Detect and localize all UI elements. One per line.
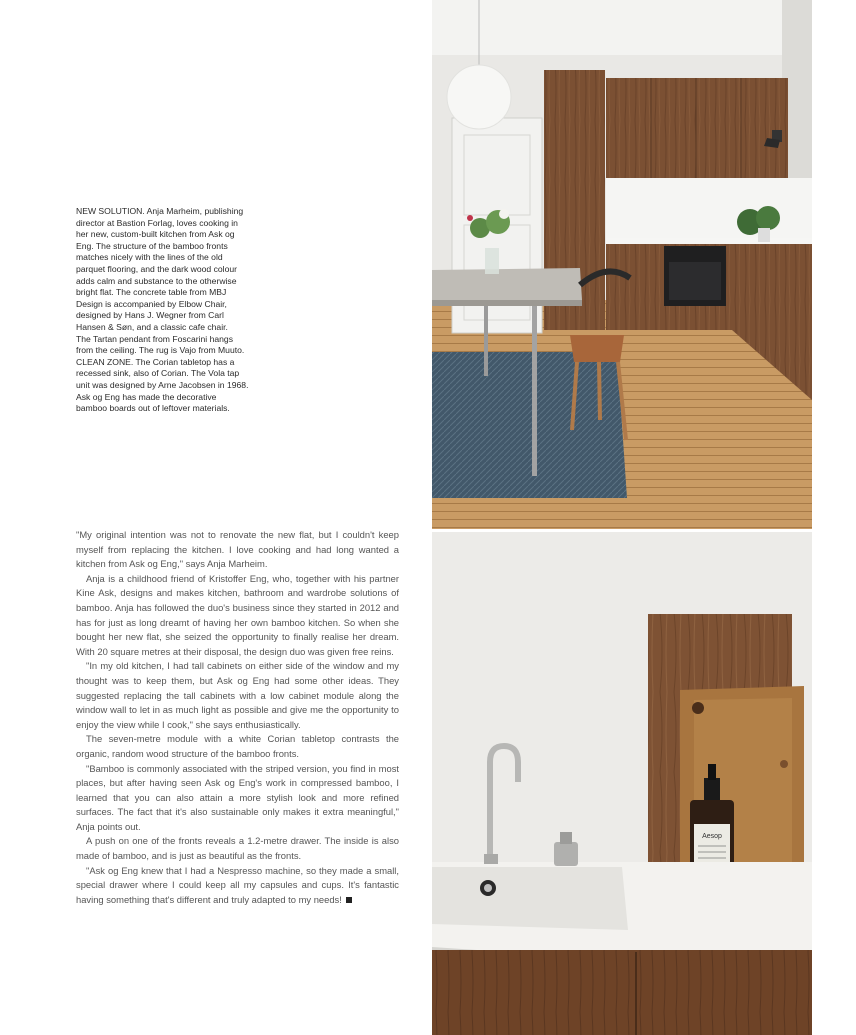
article-paragraph: "In my old kitchen, I had tall cabinets on either side of the window and my thought was to keep them, but Ask og Eng had some other ideas. They suggested replacing the tall cabinets with a low cabinet module along the window wall to let in as much light as possible and give me the opportunity to enjoy the view while I cook," she says enthusiastically. [76, 660, 399, 730]
article-paragraph-text: "Ask og Eng knew that I had a Nespresso machine, so they made a small, special drawer where I could keep all my capsules and cups. It's fantastic having something that's different and truly adapted to my needs! [76, 864, 399, 905]
article-paragraph: The seven-metre module with a white Corian tabletop contrasts the organic, random wood structure of the bamboo fronts. [76, 733, 399, 759]
kitchen-sink-photo [432, 532, 812, 1035]
article-body [76, 528, 399, 907]
article-paragraph: Anja is a childhood friend of Kristoffer Eng, who, together with his partner Kine Ask, designs and makes kitchen, bathroom and wardrobe solutions of bamboo. Anja has followed the duo's business since they started in 2012 and has for just as long dreamt of having her own bamboo kitchen. So when she bought her new flat, she seized the opportunity to finally realise her dream. With 20 square metres at their disposal, the design duo was given free reins. [76, 572, 399, 657]
article-paragraph: "Bamboo is commonly associated with the striped version, you find in most places, but after having seen Ask og Eng's work in compressed bamboo, I learned that you can also attain a more stylish look and more refined surfaces. The fact that it's also sustainable only makes it extra meaningful," Anja points out. [76, 762, 399, 832]
article-paragraph: A push on one of the fronts reveals a 1.2-metre drawer. The inside is also made of bamboo, and is just as beautiful as the fronts. [76, 835, 399, 862]
article-paragraph-last [76, 864, 399, 908]
bottle-label: Aesop [702, 833, 722, 840]
kitchen-overview-photo [432, 0, 812, 529]
caption: NEW SOLUTION. Anja Marheim, publishing director at Bastion Forlag, loves cooking in her new, custom-built kitchen from Ask og Eng. The structure of the bamboo fronts matches nicely with the lines of the old parquet flooring, and the dark wood colour adds calm and substance to the otherwise bright flat. The concrete table from MBJ Design is accompanied by Elbow Chair, designed by Hans J. Wegner from Carl Hansen & Søn, and a classic cafe chair. The Tartan pendant from Foscarini hangs from the ceiling. The rug is Vajo from Muuto. CLEAN ZONE. The Corian tabletop has a recessed sink, also of Corian. The Vola tap unit was designed by Arne Jacobsen in 1968. Ask og Eng has made the decorative bamboo boards out of leftover materials. [76, 206, 249, 414]
end-of-article-mark [346, 897, 352, 903]
article-paragraph: "My original intention was not to renovate the new flat, but I couldn't keep myself from replacing the kitchen. I love cooking and had long wanted a kitchen from Ask og Eng," says Anja Marheim. [76, 529, 399, 570]
